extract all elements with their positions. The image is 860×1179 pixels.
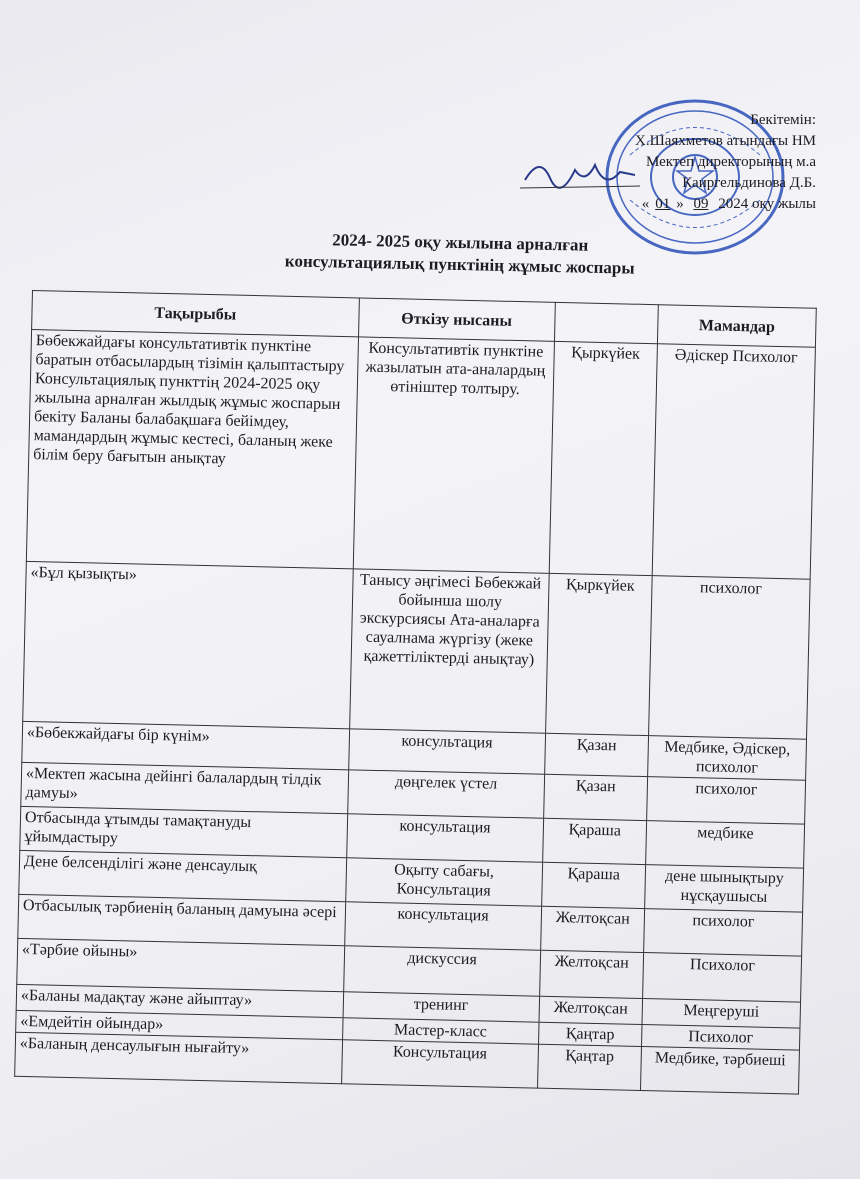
plan-table-wrapper xyxy=(14,290,817,1095)
document-title xyxy=(230,227,691,281)
cell-month: Желтоқсан xyxy=(540,906,644,952)
cell-topic: «Бөбекжайдағы бір күнім» xyxy=(22,721,350,769)
cell-specialist: Әдіскер Психолог xyxy=(652,344,815,580)
date-year: 2024 оқу жылы xyxy=(718,196,816,212)
table-row xyxy=(23,561,810,739)
cell-month: Қараша xyxy=(541,862,645,908)
approval-line-3: Мектеп директорының м.а xyxy=(645,154,816,170)
cell-form: дискуссия xyxy=(343,946,540,996)
cell-month: Қаңтар xyxy=(538,1022,642,1046)
cell-specialist: психолог xyxy=(644,909,803,957)
cell-form: консультация xyxy=(344,902,541,950)
cell-specialist: психолог xyxy=(649,576,810,740)
cell-form: консультация xyxy=(346,814,543,862)
header-topic: Тақырыбы xyxy=(32,291,359,337)
cell-specialist: дене шынықтыру нұсқаушысы xyxy=(645,865,804,913)
cell-topic: Бөбекжайдағы консультативтік пунктіне баратын отбасылардың тізімін қалыптастыру Консультациялық пункттің 2024-2025 оқу жылына арналған жылдық жұмыс жоспарын бекіту Баланы балабақшаға бейімдеу, мамандардың жұмыс кестесі, баланың жеке білім беру бағытын анықтау xyxy=(26,330,358,569)
cell-month: Желтоқсан xyxy=(539,950,643,998)
cell-topic: «Емдейтін ойындар» xyxy=(16,1010,343,1039)
cell-specialist: Психолог xyxy=(643,953,802,1003)
cell-topic: «Тәрбие ойыны» xyxy=(17,938,345,991)
cell-form: Мастер-класс xyxy=(342,1018,538,1044)
cell-form: Консультативтік пунктіне жазылатын ата-аналардың өтініштер толтыру. xyxy=(353,337,554,573)
cell-specialist: психолог xyxy=(647,777,806,825)
cell-month: Қазан xyxy=(544,733,648,776)
cell-month: Қазан xyxy=(543,774,647,820)
cell-form: консультация xyxy=(348,729,545,774)
cell-form: Оқыту сабағы, Консультация xyxy=(345,858,542,906)
approval-line-1: Бекітемін: xyxy=(750,112,816,128)
cell-topic: «Мектеп жасына дейінгі балалардың тілдік дамуы» xyxy=(21,762,349,813)
cell-topic: «Баланың денсаулығын нығайту» xyxy=(15,1032,343,1083)
header-month xyxy=(554,302,658,343)
cell-specialist: Психолог xyxy=(642,1025,800,1051)
cell-specialist: медбике xyxy=(646,821,805,869)
cell-month: Қыркүйек xyxy=(545,573,652,735)
cell-specialist: Медбике, Әдіскер, психолог xyxy=(648,736,807,781)
cell-month: Қыркүйек xyxy=(549,341,658,575)
director-signature xyxy=(520,150,640,195)
cell-topic: «Бұл қызықты» xyxy=(23,561,353,728)
date-day: 01 xyxy=(655,196,671,212)
header-form: Өткізу нысаны xyxy=(358,298,555,341)
title-line-1: 2024- 2025 оқу жылына арналған xyxy=(332,230,589,255)
cell-month: Қаңтар xyxy=(537,1044,641,1090)
cell-form: Танысу әңгімесі Бөбекжай бойынша шолу экскурсиясы Ата-аналарға сауалнама жүргізу (жеке қажеттіліктерді анықтау) xyxy=(349,569,549,733)
cell-month: Қараша xyxy=(542,818,646,864)
cell-specialist: Медбике, тәрбиеші xyxy=(641,1047,800,1095)
cell-form: дөңгелек үстел xyxy=(347,770,544,818)
cell-month: Желтоқсан xyxy=(539,996,643,1024)
cell-specialist: Меңгеруші xyxy=(642,999,800,1029)
title-line-2: консультациялық пунктінің жұмыс жоспары xyxy=(284,251,635,278)
cell-form: Консультация xyxy=(341,1040,538,1088)
cell-topic: Отбасында ұтымды тамақтануды ұйымдастыру xyxy=(20,806,348,857)
cell-topic: Отбасылық тәрбиенің баланың дамуына әсері xyxy=(18,894,346,945)
cell-topic: Дене белсенділігі және денсаулық xyxy=(19,850,347,901)
table-row xyxy=(26,330,815,580)
cell-topic: «Баланы мадақтау және айыптау» xyxy=(16,984,343,1017)
approval-line-4: Каиргельдинова Д.Б. xyxy=(682,175,816,191)
header-specialist: Мамандар xyxy=(658,305,817,348)
approval-block xyxy=(635,110,816,215)
plan-table xyxy=(14,290,817,1095)
approval-line-2: Х.Шаяхметов атындағы НМ xyxy=(635,133,816,149)
date-month: 09 xyxy=(693,196,709,212)
cell-form: тренинг xyxy=(343,992,540,1022)
approval-date: « 01 » 09 2024 оқу жылы xyxy=(641,196,816,212)
